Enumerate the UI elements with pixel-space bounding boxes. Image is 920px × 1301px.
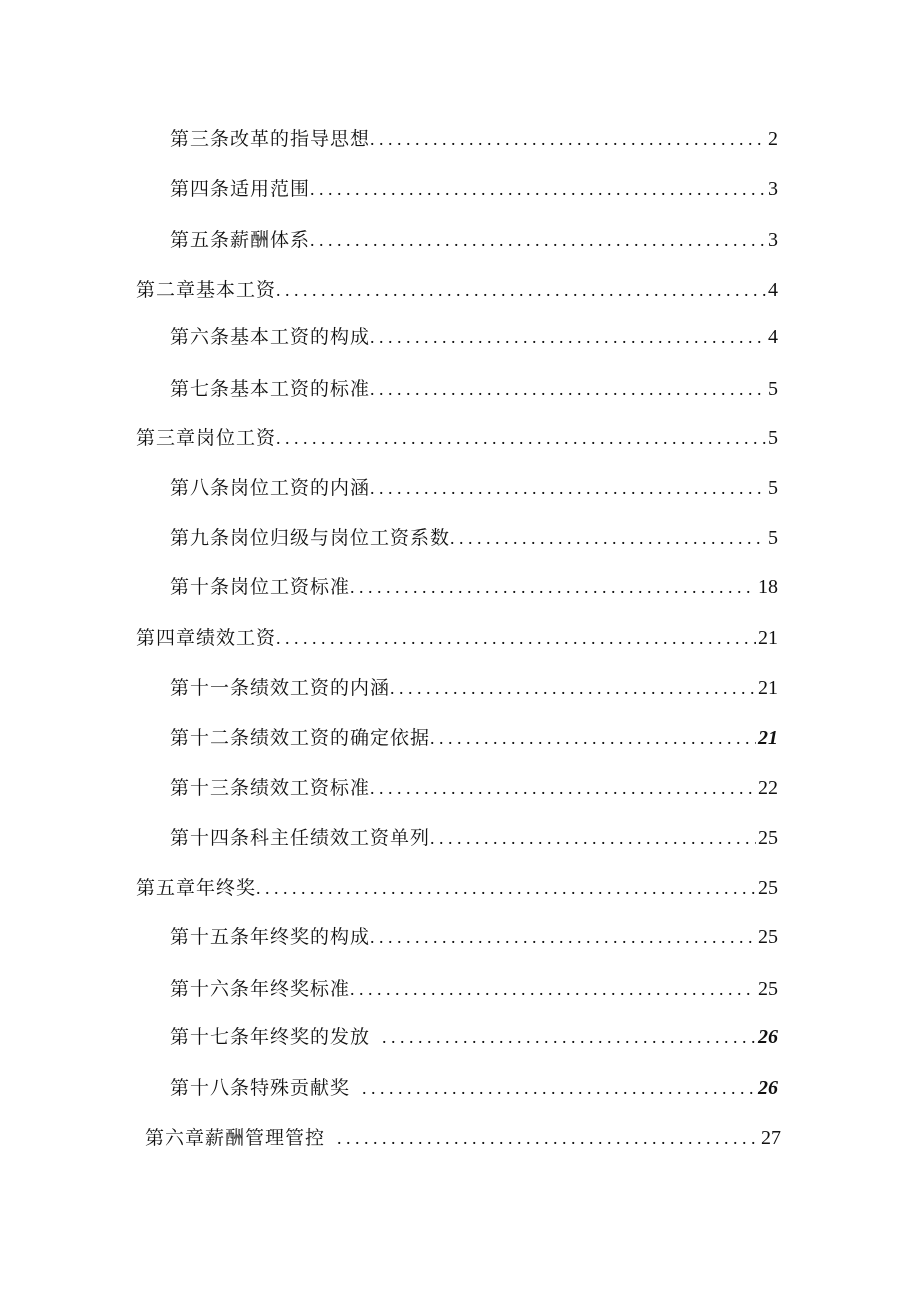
toc-entry[interactable] (170, 525, 778, 551)
toc-chapter-entry[interactable] (136, 425, 778, 451)
toc-entry-page: 25 (758, 877, 778, 899)
toc-entry-title: 第十八条特殊贡献奖 (170, 1077, 351, 1099)
toc-entry-title: 第五章年终奖 (136, 877, 257, 899)
toc-entry-title: 第二章基本工资 (136, 279, 277, 301)
toc-entry-page: 4 (768, 326, 778, 348)
toc-dot-leader (276, 425, 766, 451)
toc-dot-leader (350, 574, 756, 600)
toc-entry-title: 第六条基本工资的构成 (170, 326, 371, 348)
toc-entry-page: 25 (758, 926, 778, 948)
toc-entry-page: 5 (768, 378, 778, 400)
toc-entry[interactable] (170, 324, 778, 350)
toc-dot-leader (370, 376, 766, 402)
toc-entry-page: 21 (758, 677, 778, 699)
toc-entry-title: 第九条岗位归级与岗位工资系数 (170, 527, 451, 549)
toc-entry-title: 第十五条年终奖的构成 (170, 926, 371, 948)
toc-entry[interactable] (170, 976, 778, 1002)
toc-dot-leader (337, 1125, 759, 1151)
toc-dot-leader (276, 625, 756, 651)
toc-dot-leader (310, 176, 766, 202)
toc-dot-leader (450, 525, 766, 551)
toc-entry-page: 5 (768, 527, 778, 549)
toc-entry[interactable] (170, 574, 778, 600)
toc-dot-leader (370, 775, 756, 801)
toc-entry-page: 27 (761, 1127, 781, 1149)
toc-entry-title: 第十二条绩效工资的确定依据 (170, 727, 431, 749)
toc-entry-title: 第十六条年终奖标准 (170, 978, 351, 1000)
toc-entry[interactable] (170, 675, 778, 701)
toc-entry-title: 第十四条科主任绩效工资单列 (170, 827, 431, 849)
toc-entry-page: 25 (758, 827, 778, 849)
toc-chapter-entry[interactable] (136, 625, 778, 651)
toc-entry-title: 第三章岗位工资 (136, 427, 277, 449)
toc-entry-page: 26 (758, 1077, 778, 1099)
toc-chapter-entry[interactable] (145, 1125, 781, 1151)
toc-dot-leader (370, 126, 766, 152)
toc-entry-page: 3 (768, 178, 778, 200)
toc-entry[interactable] (170, 1024, 778, 1050)
toc-entry[interactable] (170, 1075, 778, 1101)
toc-dot-leader (350, 976, 756, 1002)
toc-entry-page: 25 (758, 978, 778, 1000)
toc-dot-leader (430, 725, 756, 751)
toc-entry-page: 22 (758, 777, 778, 799)
toc-entry-title: 第四章绩效工资 (136, 627, 277, 649)
toc-entry-title: 第七条基本工资的标准 (170, 378, 371, 400)
toc-entry[interactable] (170, 126, 778, 152)
toc-entry-page: 18 (758, 576, 778, 598)
toc-dot-leader (390, 675, 756, 701)
toc-dot-leader (276, 277, 766, 303)
toc-entry-title: 第三条改革的指导思想 (170, 128, 371, 150)
toc-entry-page: 4 (768, 279, 778, 301)
toc-dot-leader (362, 1075, 756, 1101)
toc-dot-leader (430, 825, 756, 851)
toc-entry-title: 第四条适用范围 (170, 178, 311, 200)
toc-entry-page: 2 (768, 128, 778, 150)
toc-entry-title: 第十一条绩效工资的内涵 (170, 677, 391, 699)
toc-entry-page: 21 (758, 627, 778, 649)
toc-entry[interactable] (170, 825, 778, 851)
toc-entry-page: 21 (758, 727, 778, 749)
toc-chapter-entry[interactable] (136, 875, 778, 901)
toc-entry-page: 5 (768, 427, 778, 449)
toc-dot-leader (256, 875, 756, 901)
toc-entry-page: 3 (768, 229, 778, 251)
toc-entry[interactable] (170, 924, 778, 950)
toc-dot-leader (382, 1024, 756, 1050)
toc-dot-leader (370, 924, 756, 950)
toc-entry[interactable] (170, 376, 778, 402)
toc-entry-title: 第十七条年终奖的发放 (170, 1026, 371, 1048)
toc-entry[interactable] (170, 475, 778, 501)
toc-entry-title: 第六章薪酬管理管控 (145, 1127, 326, 1149)
toc-entry[interactable] (170, 775, 778, 801)
toc-entry-title: 第十条岗位工资标准 (170, 576, 351, 598)
toc-dot-leader (370, 475, 766, 501)
toc-dot-leader (370, 324, 766, 350)
toc-entry-title: 第十三条绩效工资标准 (170, 777, 371, 799)
toc-chapter-entry[interactable] (136, 277, 778, 303)
toc-dot-leader (310, 227, 766, 253)
toc-entry[interactable] (170, 227, 778, 253)
toc-entry-page: 26 (758, 1026, 778, 1048)
toc-entry-title: 第五条薪酬体系 (170, 229, 311, 251)
toc-entry-title: 第八条岗位工资的内涵 (170, 477, 371, 499)
toc-entry[interactable] (170, 725, 778, 751)
toc-entry[interactable] (170, 176, 778, 202)
toc-entry-page: 5 (768, 477, 778, 499)
